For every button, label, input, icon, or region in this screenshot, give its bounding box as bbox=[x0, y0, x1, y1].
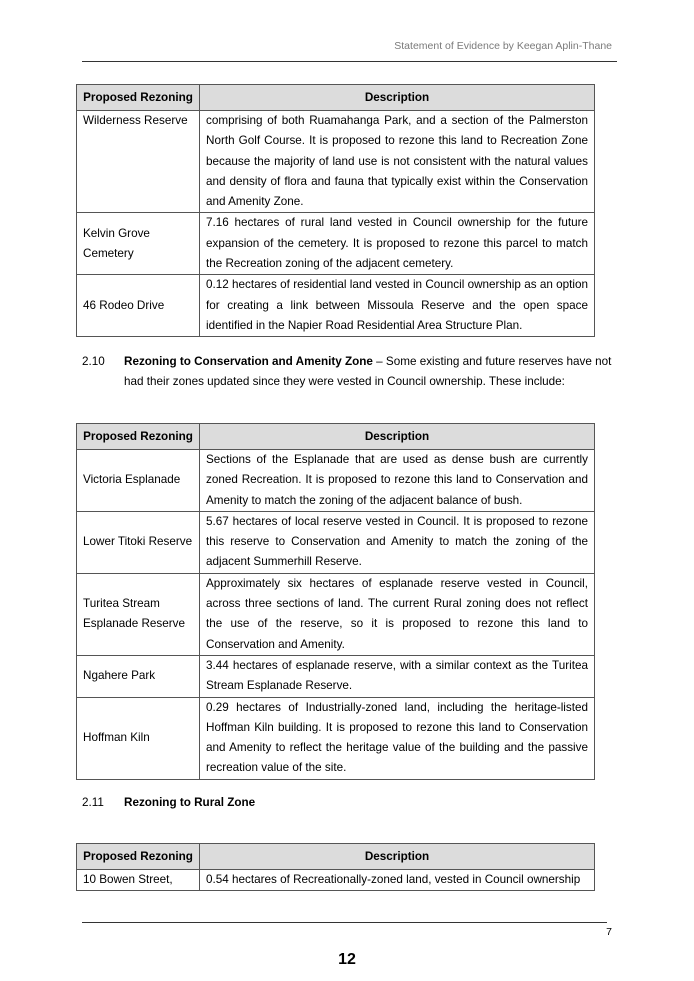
page-number: 7 bbox=[606, 926, 612, 938]
rezoning-description: 0.29 hectares of Industrially-zoned land, including the heritage-listed Hoffman Kiln building. It is proposed to rezone this land to Conservation and Amenity to reflect the heritage value of the building and the passive recreation value of the site. bbox=[200, 697, 595, 779]
rezoning-description: 0.54 hectares of Recreationally-zoned land, vested in Council ownership bbox=[200, 870, 595, 891]
paragraph-2-11 bbox=[82, 793, 617, 813]
rezoning-name: Kelvin Grove Cemetery bbox=[77, 213, 200, 275]
table-row bbox=[77, 450, 595, 512]
paragraph-body bbox=[124, 352, 617, 392]
rezoning-name: Lower Titoki Reserve bbox=[77, 511, 200, 573]
table-header-row bbox=[77, 424, 595, 450]
table-row bbox=[77, 655, 595, 697]
table-header-row bbox=[77, 844, 595, 870]
rezoning-name: 46 Rodeo Drive bbox=[77, 275, 200, 337]
rezoning-name: Turitea Stream Esplanade Reserve bbox=[77, 573, 200, 655]
rezoning-table-conservation bbox=[76, 423, 595, 780]
column-header-proposed-rezoning: Proposed Rezoning bbox=[77, 424, 200, 450]
rezoning-name: Hoffman Kiln bbox=[77, 697, 200, 779]
header-rule bbox=[82, 61, 617, 62]
rezoning-description: Sections of the Esplanade that are used as dense bush are currently zoned Recreation. It is proposed to rezone this land to Conservation and Amenity to match the zoning of the adjacent balance of bush. bbox=[200, 450, 595, 512]
table-header-row bbox=[77, 85, 595, 111]
rezoning-name: Victoria Esplanade bbox=[77, 450, 200, 512]
rezoning-name: Wilderness Reserve bbox=[77, 111, 200, 213]
paragraph-number: 2.11 bbox=[82, 796, 104, 809]
table-row bbox=[77, 573, 595, 655]
rezoning-description: comprising of both Ruamahanga Park, and a section of the Palmerston North Golf Course. It is proposed to rezone this land to Recreation Zone because the majority of land use is not consistent with the natural values and density of flora and fauna that typically exist within the Conservation and Amenity Zone. bbox=[200, 111, 595, 213]
paragraph-heading: Rezoning to Conservation and Amenity Zone bbox=[124, 355, 373, 368]
sheet-number: 12 bbox=[338, 951, 356, 968]
paragraph-2-10 bbox=[82, 352, 617, 392]
column-header-description: Description bbox=[200, 85, 595, 111]
rezoning-description: 3.44 hectares of esplanade reserve, with a similar context as the Turitea Stream Esplanade Reserve. bbox=[200, 655, 595, 697]
table-row bbox=[77, 275, 595, 337]
paragraph-number: 2.10 bbox=[82, 355, 105, 368]
footer-rule bbox=[82, 922, 607, 923]
table-row bbox=[77, 697, 595, 779]
table-row bbox=[77, 213, 595, 275]
rezoning-description: Approximately six hectares of esplanade reserve vested in Council, across three sections of land. The current Rural zoning does not reflect the use of the reserve, so it is proposed to rezone this land to Conservation and Amenity. bbox=[200, 573, 595, 655]
paragraph-body bbox=[124, 793, 617, 813]
table-row bbox=[77, 111, 595, 213]
running-header: Statement of Evidence by Keegan Aplin-Thane bbox=[394, 40, 612, 52]
column-header-description: Description bbox=[200, 844, 595, 870]
rezoning-name: Ngahere Park bbox=[77, 655, 200, 697]
rezoning-description: 5.67 hectares of local reserve vested in Council. It is proposed to rezone this reserve to Conservation and Amenity to match the zoning of the adjacent Summerhill Reserve. bbox=[200, 511, 595, 573]
rezoning-table-recreation bbox=[76, 84, 595, 337]
paragraph-heading: Rezoning to Rural Zone bbox=[124, 796, 256, 809]
rezoning-table-rural bbox=[76, 843, 595, 891]
rezoning-description: 7.16 hectares of rural land vested in Council ownership for the future expansion of the cemetery. It is proposed to rezone this parcel to match the Recreation zoning of the adjacent cemetery. bbox=[200, 213, 595, 275]
paragraph-text: – Some existing and future reserves have not had their zones updated since they were vested in Council ownership. These include: bbox=[124, 355, 612, 388]
column-header-proposed-rezoning: Proposed Rezoning bbox=[77, 85, 200, 111]
rezoning-name: 10 Bowen Street, bbox=[77, 870, 200, 891]
table-row bbox=[77, 870, 595, 891]
column-header-description: Description bbox=[200, 424, 595, 450]
column-header-proposed-rezoning: Proposed Rezoning bbox=[77, 844, 200, 870]
table-row bbox=[77, 511, 595, 573]
rezoning-description: 0.12 hectares of residential land vested in Council ownership as an option for creating a link between Missoula Reserve and the open space identified in the Napier Road Residential Area Structure Plan. bbox=[200, 275, 595, 337]
